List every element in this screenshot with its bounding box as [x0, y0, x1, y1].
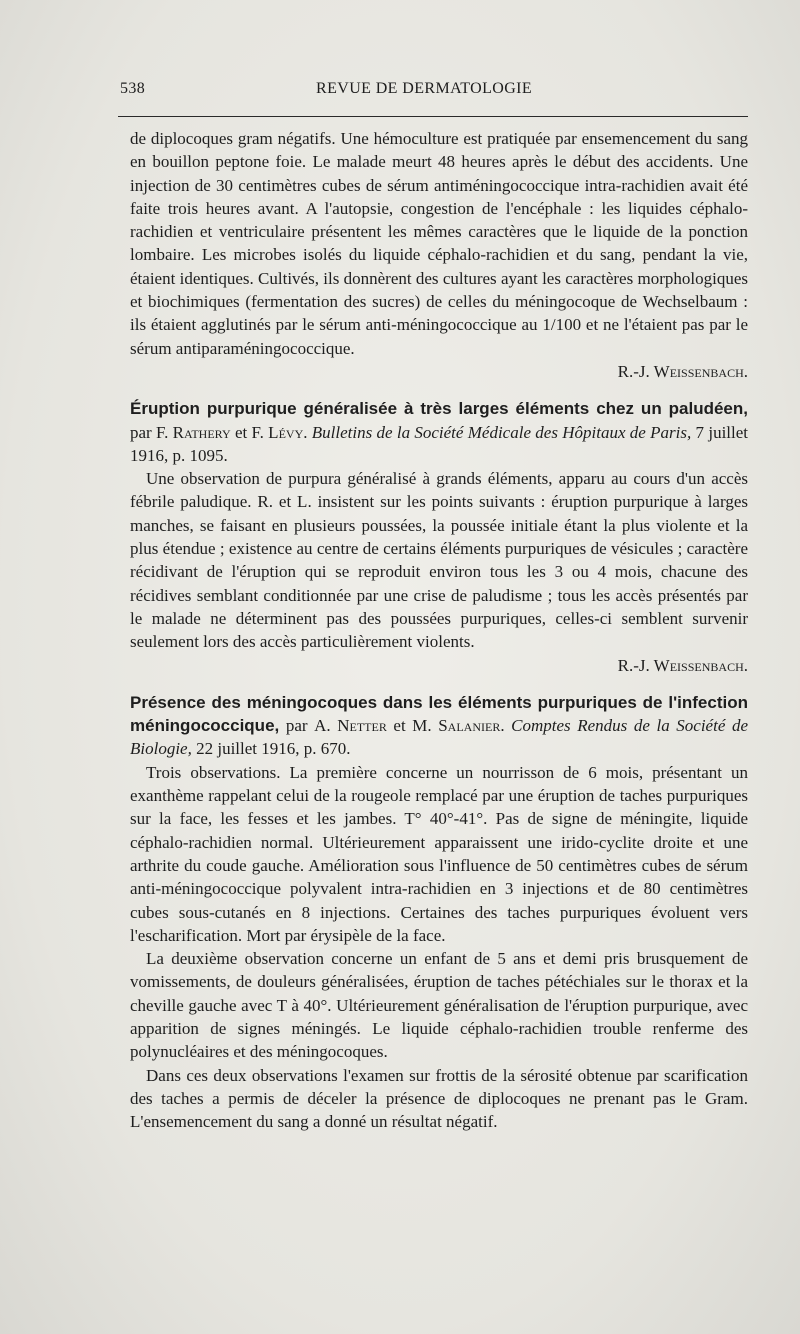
article2-author2: M. Salanier. — [412, 716, 505, 736]
article2-author1: A. Netter — [314, 716, 387, 736]
article2-title: Présence des méningocoques dans les éléments purpuriques de l'infection méningococcique, — [130, 692, 748, 736]
article-eruption-purpurique — [130, 397, 748, 677]
article1-signature — [130, 654, 748, 677]
header-rule — [118, 116, 748, 117]
intro-signature-text: R.-J. Weissenbach. — [617, 361, 748, 381]
article2-by: par — [285, 716, 308, 736]
article2-source: Comptes Rendus de la Société de Biologie, — [130, 716, 748, 759]
article1-source: Bulletins de la Société Médicale des Hôpitaux de Paris, — [311, 422, 692, 442]
article2-para1: Trois observations. La première concerne un nourrisson de 6 mois, présentant un exanthème rappelant celui de la rougeole remplacé par une éruption de taches purpuriques sur la face, les fesses et les jambes. T° 40°-41°. Pas de signe de méningite, liquide céphalo-rachidien normal. Ultérieurement apparaissent une irido-cyclite droite et une arthrite du coude gauche. Amélioration sous l'influence de 50 centimètres cubes de sérum anti-méningococcique polyvalent intra-rachidien en 3 injections et de 80 centimètres cubes sous-cutanés en 8 injections. Certaines des taches purpuriques évoluent vers l'escharification. Mort par érysipèle de la face. — [130, 762, 748, 945]
article-presence-meningocoques — [130, 691, 748, 1134]
running-header — [120, 80, 748, 104]
journal-title: REVUE DE DERMATOLOGIE — [316, 80, 533, 97]
article2-heading — [130, 691, 748, 761]
article1-by: par — [130, 422, 152, 442]
article1-signature-text: R.-J. Weissenbach. — [617, 655, 748, 675]
article2-and: et — [393, 716, 406, 736]
article2-para2: La deuxième observation concerne un enfant de 5 ans et demi pris brusquement de vomissements, de douleurs généralisées, éruption de taches pétéchiales sur le thorax et la cheville gauche avec T à 40°. Ultérieurement généralisation de l'éruption purpurique, avec apparition de signes méningés. Le liquide céphalo-rachidien trouble renferme des polynucléaires et des méningocoques. — [130, 949, 748, 1062]
article1-title: Éruption purpurique généralisée à très larges éléments chez un paludéen, — [130, 399, 748, 419]
intro-signature — [130, 360, 748, 383]
page-number: 538 — [120, 80, 146, 97]
intro-text: de diplocoques gram négatifs. Une hémoculture est pratiquée par ensemencement du sang en bouillon peptone foie. Le malade meurt 48 heures après le début des accidents. Une injection de 30 centimètres cubes de sérum antiméningococcique intra-rachidien avait été faite trois heures avant. A l'autopsie, congestion de l'encéphale : les liquides céphalo-rachidien et ventriculaire présentent les mêmes caractères que le liquide de la ponction lombaire. Les microbes isolés du liquide céphalo-rachidien et du sang, pendant la vie, étaient identiques. Cultivés, ils donnèrent des cultures ayant les caractères morphologiques et biochimiques (fermentation des sucres) de celles du méningocoque de Wechselbaum : ils étaient agglutinés par le sérum anti-méningococcique au 1/100 et ne l'étaient pas par le sérum antiparaméningococcique. — [130, 129, 748, 358]
page-body — [130, 127, 748, 1133]
article1-body — [130, 467, 748, 677]
article2-date: 22 juillet 1916, p. 670. — [196, 739, 351, 759]
article2-para3: Dans ces deux observations l'examen sur frottis de la sérosité obtenue par scarification des taches a permis de déceler la présence de diplocoques ne prenant pas le Gram. L'ensemencement du sang a donné un résultat négatif. — [130, 1065, 748, 1132]
article1-author1: F. Rathery — [156, 422, 231, 442]
article1-body-text: Une observation de purpura généralisé à grands éléments, apparu au cours d'un accès fébrile paludique. R. et L. insistent sur les points suivants : éruption purpurique à larges manches, se faisant en plusieurs poussées, la poussée initiale étant la plus violente et la plus étendue ; existence au centre de certains éléments purpuriques de vésicules ; caractère récidivant de l'éruption qui se reproduit environ tous les 3 ou 4 mois, chacune des récidives semblant conditionnée par une crise de paludisme ; tous les accès présentés par le malade ne déterminent pas des poussées purpuriques, celles-ci semblent survenir seulement lors des accès particulièrement violents. — [130, 469, 748, 652]
article1-and: et — [234, 422, 248, 442]
intro-paragraph — [130, 127, 748, 383]
article1-heading — [130, 397, 748, 467]
article1-author2: F. Lévy. — [251, 422, 308, 442]
article1-date: 7 juillet 1916, p. 1095. — [130, 422, 749, 465]
